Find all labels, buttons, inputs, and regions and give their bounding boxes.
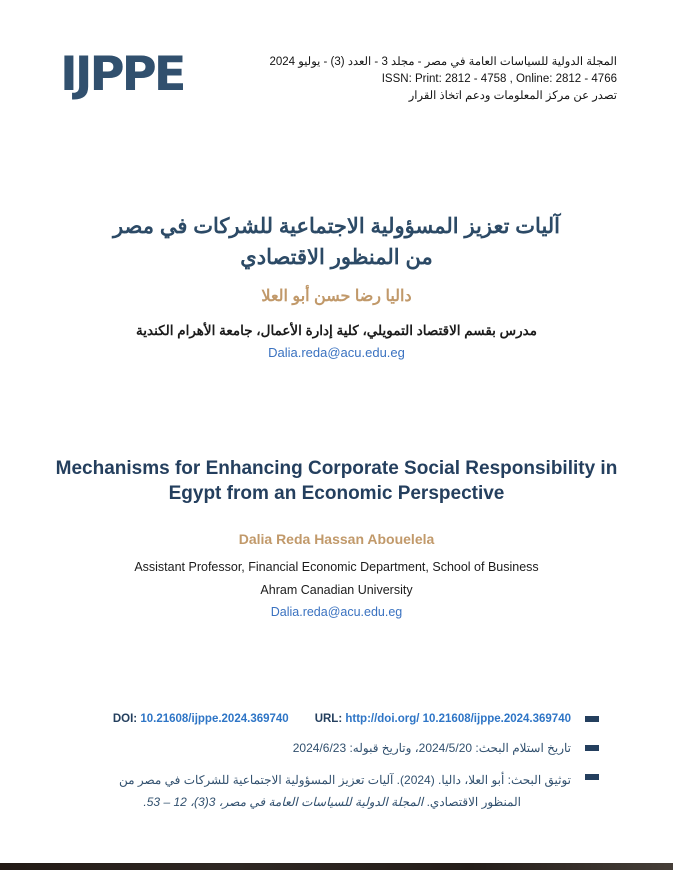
doi-link[interactable]: 10.21608/ijppe.2024.369740 (140, 713, 289, 725)
url-link[interactable]: http://doi.org/ 10.21608/ijppe.2024.369740 (345, 713, 571, 725)
citation-text (100, 769, 571, 813)
arabic-title-line-2: من المنظور الاقتصادي (240, 246, 433, 269)
journal-issue-line: المجلة الدولية للسياسات العامة في مصر - مجلد 3 - العدد (3) - يوليو 2024 (269, 56, 617, 68)
url-group (315, 711, 571, 728)
reference-info-list (100, 711, 599, 825)
citation-item (100, 769, 599, 813)
english-university: Ahram Canadian University (260, 583, 413, 597)
citation-prefix: توثيق البحث: أبو العلا، داليا. (2024). آليات تعزيز المسؤولية الاجتماعية للشركات في مصر من المنظور الاقتصادي. (118, 773, 571, 809)
arabic-author-name: داليا رضا حسن أبو العلا (261, 288, 412, 305)
publisher-line: تصدر عن مركز المعلومات ودعم اتخاذ القرار (408, 90, 617, 102)
issn-line: ISSN: Print: 2812 - 4758 , Online: 2812 - 4766 (381, 73, 617, 85)
english-affiliation: Assistant Professor, Financial Economic Department, School of Business (134, 560, 539, 574)
bottom-page-edge-bar (0, 863, 673, 870)
english-title-line-1: Mechanisms for Enhancing Corporate Social Responsibility in (55, 458, 618, 479)
english-section (30, 456, 643, 619)
citation-journal-name: المجلة الدولية للسياسات العامة في مصر، 3(3)، 12 – 53. (143, 795, 424, 809)
square-bullet-icon (585, 716, 599, 722)
arabic-section (30, 211, 643, 360)
arabic-author-email-link[interactable]: Dalia.reda@acu.edu.eg (268, 345, 405, 360)
square-bullet-icon (585, 745, 599, 751)
square-bullet-icon (585, 774, 599, 780)
journal-info (269, 54, 617, 105)
received-accepted-dates-item (100, 740, 599, 757)
doi-url-item (100, 711, 599, 728)
received-accepted-dates: تاريخ استلام البحث: 2024/5/20، وتاريخ قبوله: 2024/6/23 (292, 741, 571, 755)
arabic-affiliation: مدرس بقسم الاقتصاد التمويلي، كلية إدارة الأعمال، جامعة الأهرام الكندية (136, 323, 537, 338)
english-author-email-link[interactable]: Dalia.reda@acu.edu.eg (270, 605, 403, 619)
page-header (60, 46, 617, 105)
url-label: URL: (314, 713, 343, 725)
arabic-title-line-1: آليات تعزيز المسؤولية الاجتماعية للشركات في مصر (112, 215, 561, 238)
arabic-title (30, 211, 643, 273)
english-title-line-2: Egypt from an Economic Perspective (168, 483, 505, 504)
english-title (30, 456, 643, 506)
doi-label: DOI: (112, 713, 138, 725)
ijppe-logo: IJPPE (60, 47, 184, 102)
doi-group (113, 711, 289, 728)
english-author-name: Dalia Reda Hassan Abouelela (238, 531, 435, 547)
doi-url-row (100, 711, 571, 728)
